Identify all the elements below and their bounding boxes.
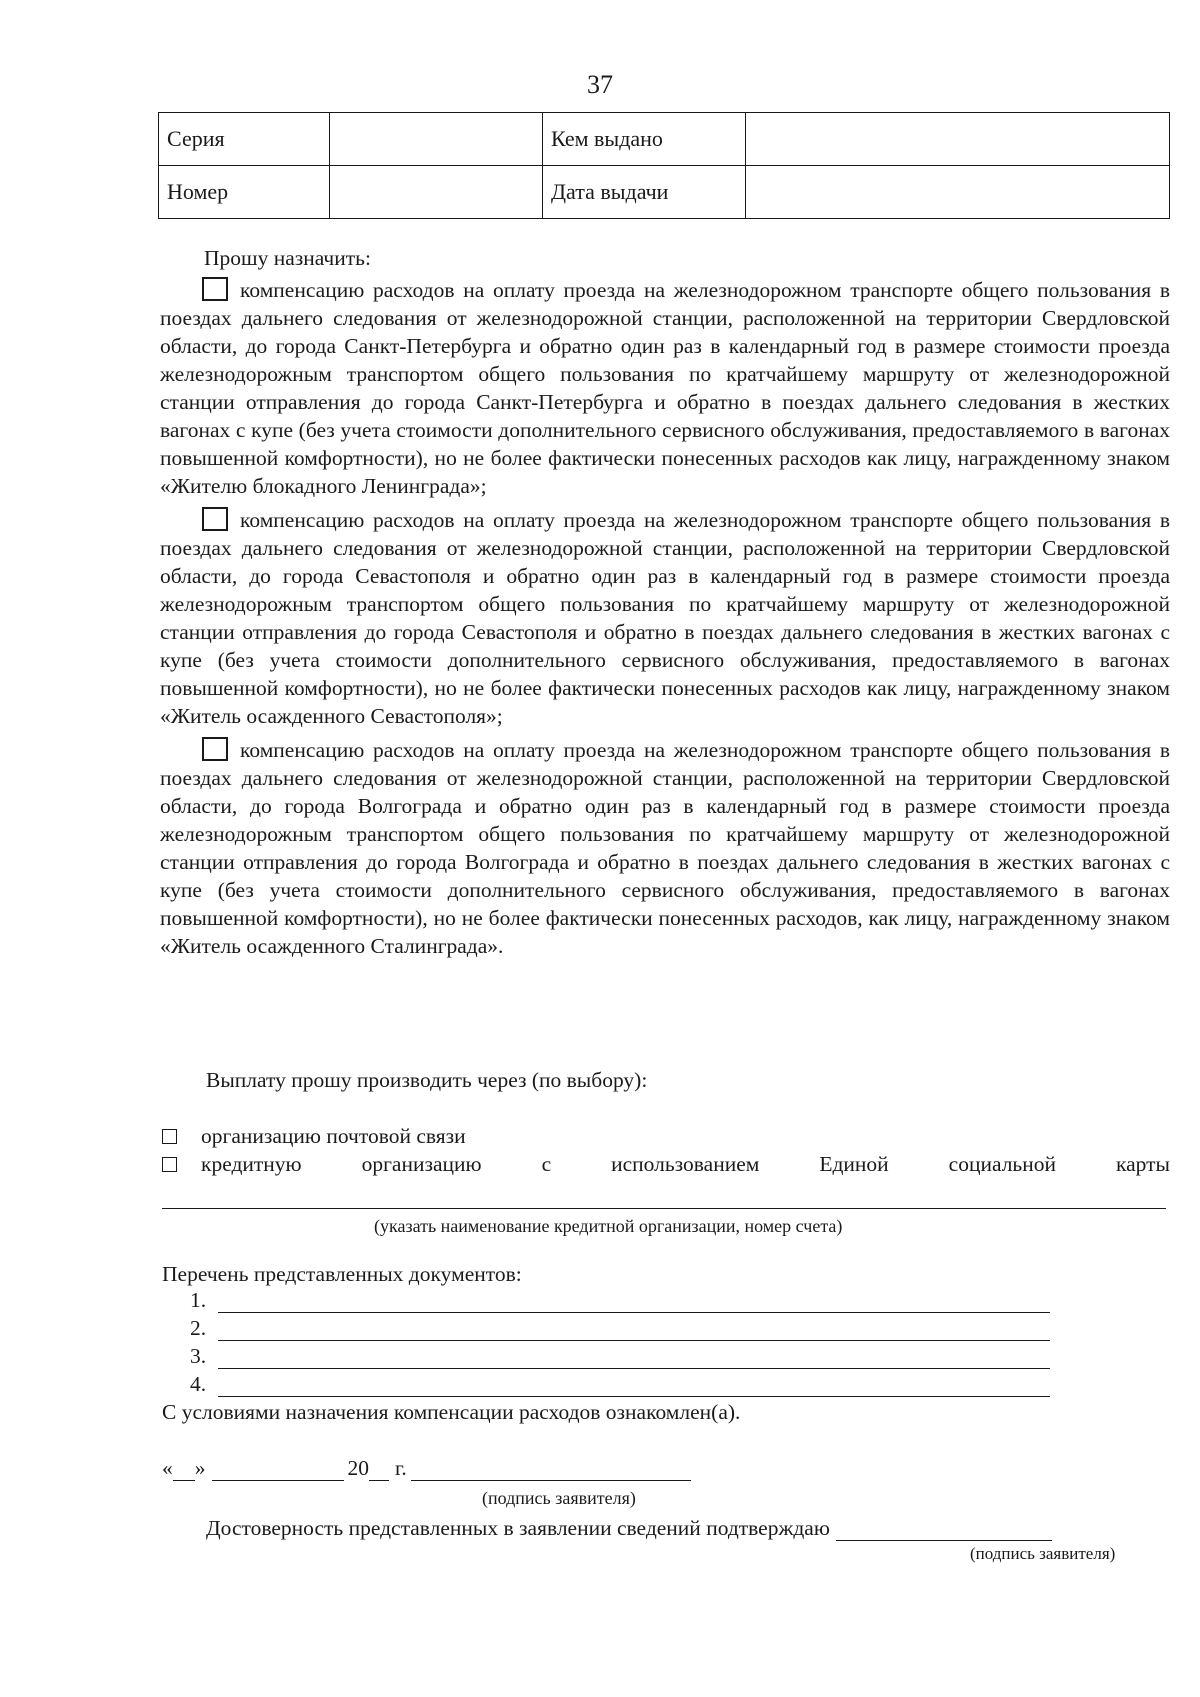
document-item	[190, 1288, 1050, 1313]
day-field[interactable]	[173, 1462, 195, 1481]
option-list	[160, 276, 1170, 960]
bank-word: социальной	[948, 1152, 1057, 1176]
year-field[interactable]	[369, 1462, 389, 1481]
payment-bank-checkbox[interactable]	[162, 1157, 177, 1172]
date-close-quote: »	[194, 1456, 206, 1480]
issue-date-field[interactable]	[746, 166, 1170, 219]
issued-by-label: Кем выдано	[543, 113, 746, 166]
acquainted-statement: С условиями назначения компенсации расходов ознакомлен(а).	[162, 1400, 741, 1424]
bank-word: использованием	[611, 1152, 760, 1176]
document-item	[190, 1372, 1050, 1397]
payment-heading: Выплату прошу производить через (по выбору):	[206, 1068, 648, 1092]
confirmation-text: Достоверность представленных в заявлении сведений подтверждаю	[206, 1516, 830, 1540]
option-leningrad-checkbox[interactable]	[202, 277, 228, 301]
confirmation-signature-caption: (подпись заявителя)	[970, 1544, 1116, 1563]
bank-details-line[interactable]	[162, 1208, 1166, 1209]
series-field[interactable]	[330, 113, 543, 166]
payment-option-post	[162, 1124, 1170, 1149]
document-item-number: 1.	[190, 1288, 207, 1312]
bank-word: организацию	[361, 1152, 482, 1176]
payment-post-checkbox[interactable]	[162, 1129, 177, 1144]
bank-word: с	[541, 1152, 552, 1176]
option-stalingrad	[160, 736, 1170, 960]
document-item-number: 4.	[190, 1372, 207, 1396]
documents-heading: Перечень представленных документов:	[162, 1262, 522, 1286]
year-suffix: г.	[395, 1456, 407, 1480]
series-label: Серия	[159, 113, 330, 166]
date-signature-row	[162, 1456, 691, 1481]
confirmation-signature-field[interactable]	[836, 1522, 1052, 1541]
payment-option-bank	[162, 1152, 1170, 1177]
option-leningrad	[160, 276, 1170, 500]
document-item-number: 2.	[190, 1316, 207, 1340]
issue-date-label: Дата выдачи	[543, 166, 746, 219]
document-item-number: 3.	[190, 1344, 207, 1368]
option-leningrad-text: компенсацию расходов на оплату проезда на железнодорожном транспорте общего пользования в поездах дальнего следования от железнодорожной станции, расположенной на территории Свердловской области, до города Санкт-Петербурга и обратно один раз в календарный год в размере стоимости проезда железнодорожным транспортом общего пользования по кратчайшему маршруту от железнодорожной станции отправления до города Санкт-Петербурга и обратно в поездах дальнего следования в жестких вагонах с купе (без учета стоимости дополнительного сервисного обслуживания, предоставляемого в вагонах повышенной комфортности), но не более фактически понесенных расходов как лицу, награжденному знаком «Жителю блокадного Ленинграда»;	[160, 278, 1170, 498]
document-item-line[interactable]	[218, 1294, 1050, 1313]
signature-field[interactable]	[411, 1462, 691, 1481]
table-row	[159, 113, 1170, 166]
option-stalingrad-checkbox[interactable]	[202, 737, 228, 761]
document-item-line[interactable]	[218, 1350, 1050, 1369]
bank-word: Единой	[819, 1152, 889, 1176]
option-stalingrad-text: компенсацию расходов на оплату проезда на железнодорожном транспорте общего пользования в поездах дальнего следования от железнодорожной станции, расположенной на территории Свердловской области, до города Волгограда и обратно один раз в календарный год в размере стоимости проезда железнодорожным транспортом общего пользования по кратчайшему маршруту от железнодорожной станции отправления до города Волгограда и обратно в поездах дальнего следования в жестких вагонах с купе (без учета стоимости дополнительного сервисного обслуживания, предоставляемого в вагонах повышенной комфортности), но не более фактически понесенных расходов, как лицу, награжденному знаком «Житель осажденного Сталинграда».	[160, 738, 1170, 958]
option-sevastopol-text: компенсацию расходов на оплату проезда на железнодорожном транспорте общего пользования в поездах дальнего следования от железнодорожной станции, расположенной на территории Свердловской области, до города Севастополя и обратно один раз в календарный год в размере стоимости проезда железнодорожным транспортом общего пользования по кратчайшему маршруту от железнодорожной станции отправления до города Севастополя и обратно в поездах дальнего следования в жестких вагонах с купе (без учета стоимости дополнительного сервисного обслуживания, предоставляемого в вагонах повышенной комфортности), но не более фактически понесенных расходов как лицу, награжденному знаком «Житель осажденного Севастополя»;	[160, 508, 1170, 728]
number-field[interactable]	[330, 166, 543, 219]
confirmation-row	[206, 1516, 1052, 1541]
table-row	[159, 166, 1170, 219]
page-number: 37	[587, 70, 613, 99]
option-sevastopol-checkbox[interactable]	[202, 507, 228, 531]
document-item-line[interactable]	[218, 1322, 1050, 1341]
bank-word: кредитную	[201, 1152, 302, 1176]
bank-details-caption: (указать наименование кредитной организации, номер счета)	[374, 1216, 843, 1236]
month-field[interactable]	[212, 1462, 344, 1481]
document-item	[190, 1316, 1050, 1341]
issued-by-field[interactable]	[746, 113, 1170, 166]
bank-word: карты	[1116, 1152, 1170, 1176]
year-prefix: 20	[347, 1456, 369, 1480]
passport-table	[158, 112, 1170, 219]
number-label: Номер	[159, 166, 330, 219]
payment-bank-label	[201, 1152, 1170, 1177]
date-open-quote: «	[162, 1456, 173, 1480]
request-heading: Прошу назначить:	[204, 246, 371, 270]
document-item	[190, 1344, 1050, 1369]
option-sevastopol	[160, 506, 1170, 730]
signature-caption: (подпись заявителя)	[482, 1488, 636, 1508]
payment-post-label: организацию почтовой связи	[201, 1124, 466, 1148]
document-item-line[interactable]	[218, 1378, 1050, 1397]
